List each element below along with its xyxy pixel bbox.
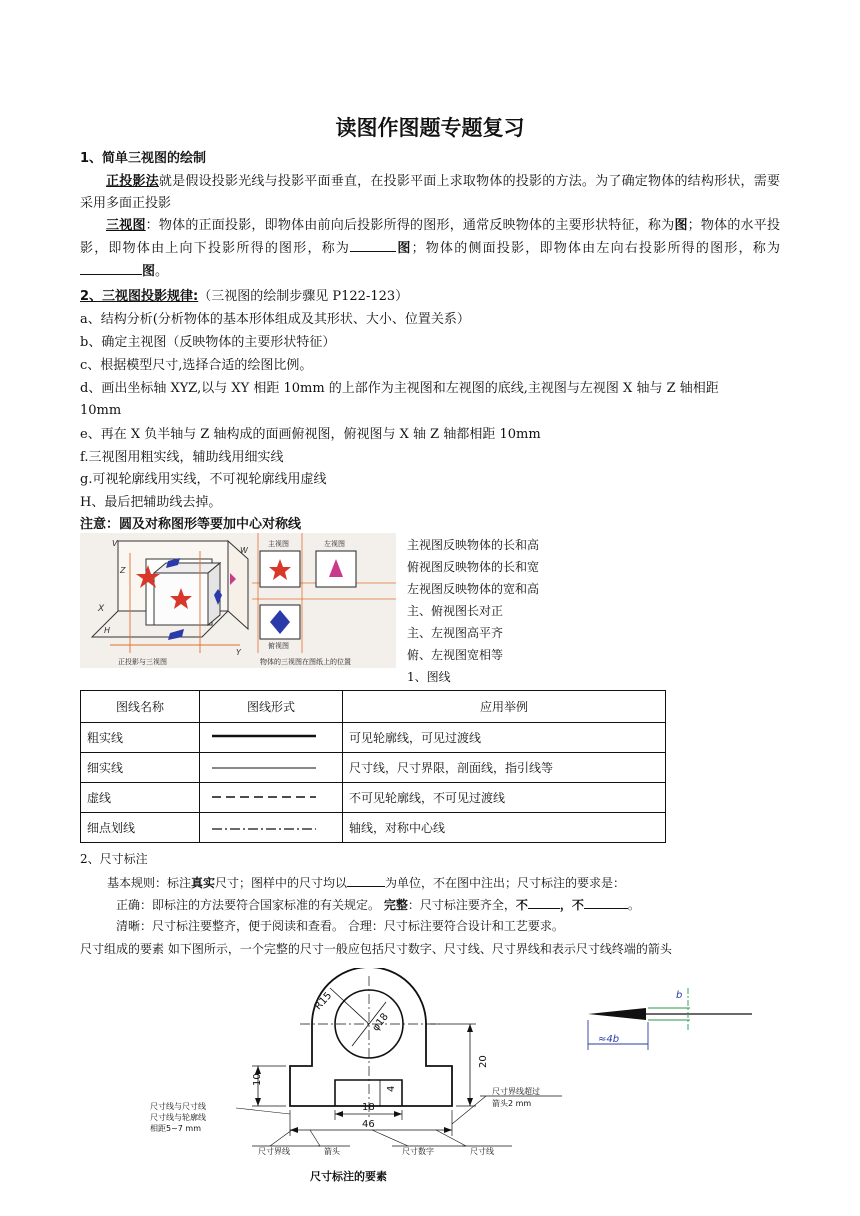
callout: 尺寸界线超过 [492, 1087, 540, 1096]
caption-right: 物体的三视图在图纸上的位置 [260, 658, 351, 666]
label-4b: ≈4b [598, 1034, 620, 1045]
caption-left: 正投影与三视图 [118, 658, 167, 666]
basic-rule-bold: 真实 [191, 876, 216, 890]
dash-dot-line-sample [206, 819, 336, 833]
requirement-complete-bold: 完整 [383, 898, 408, 912]
callout: 尺寸线与轮廓线 [150, 1113, 206, 1122]
not-word: 不 [571, 898, 584, 912]
three-view-text-g: 。 [155, 264, 169, 279]
dim-10: 10 [252, 1073, 263, 1086]
rule-item: 主、左视图高平齐 [407, 626, 504, 640]
line-sample [200, 753, 343, 783]
label-h: H [104, 626, 111, 635]
basic-rule-text: 为单位，不在图中注出；尺寸标注的要求是： [385, 876, 626, 890]
label-z: Z [120, 566, 126, 575]
basic-rule-text: 尺寸；图样中的尺寸均以 [215, 876, 348, 890]
dim-phi18: φ18 [370, 1011, 391, 1034]
dimension-figure [140, 968, 580, 1190]
step-item: 10mm [80, 403, 122, 418]
blank-line [80, 260, 142, 275]
orthographic-text: 就是假设投影光线与投影平面垂直，在投影平面上求取物体的投影的方法。为了确定物体的结构形状，需要采用多面正投影 [80, 174, 780, 211]
section-1-body [80, 171, 780, 283]
line-name: 虚线 [81, 783, 200, 813]
dim-18: 18 [362, 1102, 375, 1113]
line-sample [200, 813, 343, 843]
line-name: 粗实线 [81, 723, 200, 753]
dim-4: 4 [386, 1085, 397, 1092]
blank-line [347, 872, 385, 887]
label-y: Y [236, 648, 241, 657]
label-v: V [112, 539, 118, 548]
section-3-heading: 2、尺寸标注 [80, 852, 148, 866]
table-header: 图线名称 [81, 691, 200, 723]
thin-line-sample [206, 759, 336, 773]
section-2-heading-note: （三视图的绘制步骤见 P122-123） [198, 289, 409, 304]
label-b: b [676, 990, 683, 1001]
three-view-text-e: ；物体的侧面投影，即物体由左向右投影所得的图形，称为 [411, 241, 780, 256]
rule-item: 主视图反映物体的长和高 [407, 538, 540, 552]
thick-line-sample [206, 729, 336, 743]
label-side-view: 左视图 [324, 540, 345, 548]
callout: 尺寸线 [470, 1147, 494, 1156]
requirements-row [116, 894, 640, 915]
line-sample [200, 723, 343, 753]
dimension-elements-text: 尺寸组成的要素 如下图所示，一个完整的尺寸一般应包括尺寸数字、尺寸线、尺寸界线和表示尺寸线终端的箭头 [80, 942, 672, 956]
table-row [81, 813, 666, 843]
note-center-line: 注意：圆及对称图形等要加中心对称线 [80, 517, 302, 532]
dim-20: 20 [478, 1055, 489, 1068]
three-view-text-a: ：物体的正面投影，即物体由前向后投影所得的图形，通常反映物体的主要形状特征，称为 [145, 218, 675, 233]
label-front-view: 主视图 [268, 540, 289, 548]
three-view-text-f: 图 [142, 264, 156, 279]
callout: 箭头 [324, 1147, 340, 1156]
table-row [81, 723, 666, 753]
punct: 。 [627, 898, 640, 912]
table-header: 图线形式 [200, 691, 343, 723]
table-header-row [81, 691, 666, 723]
line-use: 不可见轮廓线，不可见过渡线 [343, 783, 666, 813]
step-item: d、画出坐标轴 XYZ,以与 XY 相距 10mm 的上部作为主视图和左视图的底线,主视图与左视图 X 轴与 Z 轴相距 [80, 381, 719, 396]
dimension-figure-caption: 尺寸标注的要素 [310, 1170, 387, 1183]
page-title: 读图作图题专题复习 [335, 116, 525, 140]
projection-figure [80, 533, 396, 668]
rule-item: 俯视图反映物体的长和宽 [407, 560, 540, 574]
line-types-table [80, 690, 666, 843]
step-item: f.三视图用粗实线，辅助线用细实线 [80, 450, 284, 465]
dim-r15: R15 [312, 990, 335, 1013]
rule-item: 俯、左视图宽相等 [407, 648, 504, 662]
step-item: c、根据模型尺寸,选择合适的绘图比例。 [80, 358, 313, 373]
rule-item: 左视图反映物体的宽和高 [407, 582, 540, 596]
step-item: g.可视轮廓线用实线，不可视轮廓线用虚线 [80, 472, 327, 487]
line-use: 尺寸线，尺寸界限，剖面线，指引线等 [343, 753, 666, 783]
three-view-text-b: 图 [674, 218, 688, 233]
line-name: 细实线 [81, 753, 200, 783]
blank-line [350, 237, 396, 252]
three-view-text-c: ；物体的水平投影，即物体由上向下投影所得的图形，称为 [80, 218, 780, 256]
table-row [81, 753, 666, 783]
label-top-view: 俯视图 [268, 642, 289, 650]
callout: 箭头2 mm [492, 1099, 532, 1108]
not-word: 不 [515, 898, 528, 912]
line-name: 细点划线 [81, 813, 200, 843]
projection-rules [407, 534, 539, 688]
term-three-view: 三视图 [106, 218, 146, 233]
term-orthographic: 正投影法 [106, 174, 159, 189]
blank-line [528, 894, 560, 909]
blank-line [584, 894, 628, 909]
line-sample [200, 783, 343, 813]
callout: 尺寸界线 [258, 1147, 290, 1156]
basic-rule [107, 872, 625, 893]
section-2-heading-row [80, 286, 408, 308]
step-item: e、再在 X 负半轴与 Z 轴构成的面画俯视图，俯视图与 X 轴 Z 轴都相距 10mm [80, 427, 541, 442]
lines-heading: 1、图线 [407, 670, 451, 684]
dim-46: 46 [362, 1119, 375, 1130]
line-use: 可见轮廓线，可见过渡线 [343, 723, 666, 753]
step-item: a、结构分析(分析物体的基本形体组成及其形状、大小、位置关系） [80, 312, 470, 327]
table-header: 应用举例 [343, 691, 666, 723]
label-w: W [240, 546, 248, 555]
punct: ， [559, 898, 572, 912]
requirement-clear: 清晰：尺寸标注要整齐，便于阅读和查看。 合理：尺寸标注要符合设计和工艺要求。 [116, 919, 564, 933]
line-use: 轴线，对称中心线 [343, 813, 666, 843]
section-2-heading: 2、三视图投影规律: [80, 289, 199, 304]
requirement-correct: 正确：即标注的方法要符合国家标准的有关规定。 [116, 898, 381, 912]
label-x: X [98, 604, 105, 614]
three-view-text-d: 图 [396, 241, 412, 256]
requirement-complete: ：尺寸标注要齐全， [407, 898, 516, 912]
step-item: b、确定主视图（反映物体的主要形状特征） [80, 335, 336, 350]
dashed-line-sample [206, 789, 336, 803]
arrow-detail-figure [584, 980, 754, 1060]
basic-rule-text: 基本规则：标注 [107, 876, 192, 890]
table-row [81, 783, 666, 813]
callout: 相距5~7 mm [150, 1124, 202, 1133]
rule-item: 主、俯视图长对正 [407, 604, 504, 618]
step-item: H、最后把辅助线去掉。 [80, 495, 222, 510]
callout: 尺寸数字 [402, 1147, 434, 1156]
section-1-heading: 1、简单三视图的绘制 [80, 151, 207, 166]
callout: 尺寸线与尺寸线 [150, 1102, 206, 1111]
